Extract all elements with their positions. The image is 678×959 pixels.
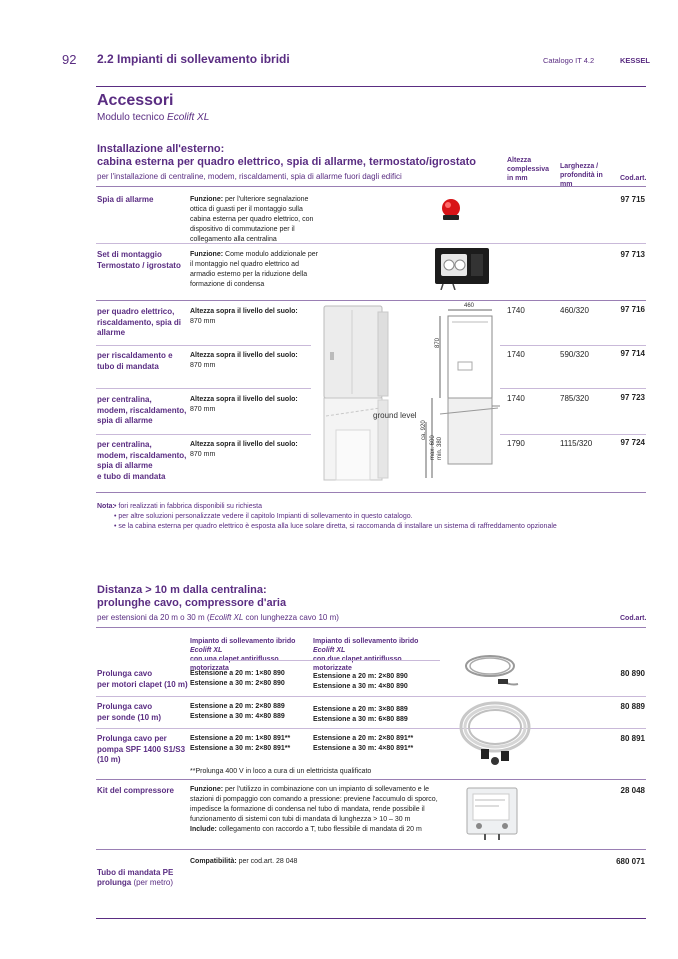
cable-ext-30: Estensione a 30 m: 4×80 890 bbox=[313, 683, 408, 690]
cabinet-width: 460/320 bbox=[560, 306, 589, 315]
section1-heading-line1: Installazione all'esterno: bbox=[97, 143, 225, 155]
row-code-set: 97 713 bbox=[620, 250, 645, 259]
row-desc-bold: Funzione: bbox=[190, 196, 224, 203]
cabinet-code: 97 714 bbox=[620, 349, 645, 358]
cabinet-height: 1740 bbox=[507, 350, 525, 359]
note-item: • per altre soluzioni personalizzate vedere il capitolo Impianti di sollevamento in questo catalogo. bbox=[114, 513, 413, 520]
cabinet-width: 785/320 bbox=[560, 394, 589, 403]
cabinet-code: 97 724 bbox=[620, 438, 645, 447]
cable-coil-image bbox=[460, 640, 530, 695]
cabinet-desc-text: 870 mm bbox=[190, 451, 216, 458]
row-divider bbox=[500, 434, 646, 435]
section2-subheading-italic: Ecolift XL bbox=[209, 613, 244, 622]
compressor-desc-text: per l'utilizzo in combinazione con un impianto di sollevamento e le stazioni di pompaggio con comando a pressione: previene l'accumulo di sporco, impedisce la formazione di condensa nel tubo di mandata, rende possibile il funzionamento di sistemi con tubi di mandata di lunghezza > 10 – 30 m bbox=[190, 786, 438, 823]
compressor-include-text: collegamento con raccordo a T, tubo flessibile di mandata di 20 m bbox=[216, 826, 422, 833]
section2-heading-line2: prolunghe cavo, compressore d'aria bbox=[97, 597, 287, 609]
cable-ext-20: Estensione a 20 m: 2×80 889 bbox=[190, 703, 285, 710]
cable-ext-30: Estensione a 30 m: 4×80 889 bbox=[190, 713, 285, 720]
row-divider bbox=[96, 300, 646, 301]
row-desc-text: per l'ulteriore segnalazione ottica di guasti per il montaggio sulla cabina esterna per quadro elettrico, con dispositivo di commutazione per il collegamento alla centralina bbox=[190, 196, 314, 243]
section1-heading-line2: cabina esterna per quadro elettrico, spia di allarme, termostato/igrostato bbox=[97, 156, 476, 168]
section2-heading bbox=[97, 584, 286, 610]
tube-desc-bold: Compatibilità: bbox=[190, 858, 237, 865]
cable-code: 80 889 bbox=[620, 702, 645, 711]
note-item: • se la cabina esterna per quadro elettrico è esposta alla luce solare diretta, si raccomanda di installare un sistema di raffreddamento opzionale bbox=[114, 523, 557, 530]
note-item: • fori realizzati in fabbrica disponibili su richiesta bbox=[114, 503, 262, 510]
cable-code: 80 891 bbox=[620, 734, 645, 743]
compressor-desc-bold: Funzione: bbox=[190, 786, 224, 793]
cable-ext-20: Estensione a 20 m: 1×80 891** bbox=[190, 735, 291, 742]
cabinet-illustration bbox=[316, 304, 396, 489]
section2-subheading-text: con lunghezza cavo 10 m) bbox=[243, 613, 339, 622]
dim-max600-label: max. 600 bbox=[430, 435, 436, 460]
row-divider bbox=[96, 728, 646, 729]
notes-list bbox=[114, 502, 644, 532]
dim-ca920-label: ca. 920 bbox=[421, 420, 427, 440]
catalog-label: Catalogo IT 4.2 bbox=[543, 56, 595, 65]
cable-ext-20: Estensione a 20 m: 2×80 891** bbox=[313, 735, 414, 742]
cable-ext-two-clapet bbox=[313, 734, 413, 754]
ground-level-label: ground level bbox=[373, 411, 417, 420]
dim-460-label: 460 bbox=[464, 303, 475, 309]
cable-ext-two-clapet bbox=[313, 705, 408, 725]
compressor-include-bold: Include: bbox=[190, 826, 217, 833]
section2-heading-line1: Distanza > 10 m dalla centralina: bbox=[97, 584, 267, 596]
dim-870-label: 870 bbox=[435, 337, 441, 348]
row-label-spia: Spia di allarme bbox=[97, 195, 154, 204]
compressor-label: Kit del compressore bbox=[97, 786, 174, 795]
thermostat-set-icon bbox=[433, 246, 491, 295]
section1-bottom-rule bbox=[96, 492, 646, 493]
cabinet-desc-text: 870 mm bbox=[190, 362, 216, 369]
col-height-header: Altezza complessiva in mm bbox=[507, 157, 550, 182]
cabinet-desc bbox=[190, 307, 310, 327]
compressor-desc bbox=[190, 785, 442, 835]
cable-code: 80 890 bbox=[620, 669, 645, 678]
cable-coil-large-image bbox=[455, 695, 535, 772]
page-number: 92 bbox=[62, 52, 77, 67]
cable-ext-one-clapet bbox=[190, 702, 285, 722]
row-desc-set bbox=[190, 250, 320, 290]
cabinet-label: per quadro elettrico, riscaldamento, spia di allarme bbox=[97, 307, 182, 337]
brand-label: KESSEL bbox=[620, 56, 651, 65]
cable-label: Prolunga cavo per motori clapet (10 m) bbox=[97, 669, 188, 689]
cable-ext-30: Estensione a 30 m: 6×80 889 bbox=[313, 716, 408, 723]
col-header-text: Impianto di sollevamento ibrido bbox=[313, 638, 419, 645]
cabinet-desc-bold: Altezza sopra il livello del suolo: bbox=[190, 441, 298, 448]
col-two-clapet-header bbox=[313, 637, 438, 673]
section2-subheading-text: per estensioni da 20 m o 30 m ( bbox=[97, 613, 210, 622]
col-code-header: Cod.art. bbox=[620, 615, 647, 622]
cabinet-width: 1115/320 bbox=[560, 439, 593, 448]
row-divider bbox=[96, 345, 311, 346]
cabinet-height: 1740 bbox=[507, 394, 525, 403]
col-width-header: Larghezza / profondità in mm bbox=[560, 163, 603, 188]
alarm-light-icon bbox=[438, 196, 464, 227]
row-code-spia: 97 715 bbox=[620, 195, 645, 204]
cable-ext-two-clapet bbox=[313, 672, 408, 692]
col-header-text: con due clapet antiriflusso motorizzate bbox=[313, 656, 402, 672]
tube-label-text: Tubo di mandata PE prolunga bbox=[97, 867, 174, 887]
cabinet-height: 1740 bbox=[507, 306, 525, 315]
row-desc-bold: Funzione: bbox=[190, 251, 224, 258]
tube-label-suffix: (per metro) bbox=[131, 878, 174, 887]
cabinet-code: 97 716 bbox=[620, 305, 645, 314]
row-divider bbox=[96, 696, 646, 697]
cabinet-desc-bold: Altezza sopra il livello del suolo: bbox=[190, 308, 298, 315]
header-rule bbox=[96, 86, 646, 87]
row-divider bbox=[96, 434, 311, 435]
cable-ext-20: Estensione a 20 m: 2×80 890 bbox=[313, 673, 408, 680]
col-code-header: Cod.art. bbox=[620, 175, 647, 182]
cable-ext-20: Estensione a 20 m: 3×80 889 bbox=[313, 706, 408, 713]
cable-ext-20: Estensione a 20 m: 1×80 890 bbox=[190, 670, 285, 677]
cabinet-width: 590/320 bbox=[560, 350, 589, 359]
row-divider bbox=[96, 243, 646, 244]
cable-ext-one-clapet bbox=[190, 669, 285, 689]
section1-subheading: per l'installazione di centraline, modem, riscaldamenti, spia di allarme fuori dagli edifici bbox=[97, 172, 402, 181]
row-divider bbox=[96, 779, 646, 780]
col-header-italic: Ecolift XL bbox=[190, 647, 223, 654]
col-header-text: Impianto di sollevamento ibrido bbox=[190, 638, 296, 645]
cabinet-desc bbox=[190, 395, 310, 415]
section2-header-rule bbox=[96, 627, 646, 628]
cabinet-desc-bold: Altezza sopra il livello del suolo: bbox=[190, 352, 298, 359]
cable-footnote: **Prolunga 400 V in loco a cura di un elettricista qualificato bbox=[190, 768, 372, 775]
cabinet-desc-text: 870 mm bbox=[190, 406, 216, 413]
tube-desc bbox=[190, 857, 297, 867]
cable-ext-30: Estensione a 30 m: 4×80 891** bbox=[313, 745, 414, 752]
cable-label: Prolunga cavo per pompa SPF 1400 S1/S3 (10 m) bbox=[97, 734, 186, 764]
section2-subheading bbox=[97, 613, 339, 622]
tube-desc-text: per cod.art. 28 048 bbox=[236, 858, 298, 865]
cable-label: Prolunga cavo per sonde (10 m) bbox=[97, 702, 162, 722]
cabinet-code: 97 723 bbox=[620, 393, 645, 402]
subtitle-text: Modulo tecnico bbox=[97, 112, 168, 123]
cabinet-desc-bold: Altezza sopra il livello del suolo: bbox=[190, 396, 298, 403]
row-divider bbox=[96, 849, 646, 850]
row-divider bbox=[500, 388, 646, 389]
row-desc-text: Come modulo addizionale per il montaggio nel quadro elettrico ad armadio esterno per la riduzione della formazione di condensa bbox=[190, 251, 319, 288]
dim-min380-label: min. 380 bbox=[437, 436, 443, 460]
col-header-italic: Ecolift XL bbox=[313, 647, 346, 654]
compressor-box-image bbox=[465, 786, 519, 845]
tube-code: 680 071 bbox=[616, 857, 645, 866]
cable-ext-30: Estensione a 30 m: 2×80 890 bbox=[190, 680, 285, 687]
section1-header-rule bbox=[96, 186, 646, 187]
col-one-clapet-header bbox=[190, 637, 315, 673]
row-label-set: Set di montaggio Termostato / igrostato bbox=[97, 250, 181, 270]
cabinet-desc-text: 870 mm bbox=[190, 318, 216, 325]
cabinet-desc bbox=[190, 351, 310, 371]
cable-ext-30: Estensione a 30 m: 2×80 891** bbox=[190, 745, 291, 752]
row-divider bbox=[500, 345, 646, 346]
cabinet-height: 1790 bbox=[507, 439, 525, 448]
notes-label: Nota: bbox=[97, 503, 115, 510]
row-divider bbox=[96, 388, 311, 389]
row-divider bbox=[190, 660, 440, 661]
tube-label bbox=[97, 857, 173, 889]
page-subtitle bbox=[97, 112, 209, 123]
cabinet-desc bbox=[190, 440, 310, 460]
cabinet-label: per riscaldamento e tubo di mandata bbox=[97, 351, 173, 371]
cabinet-label: per centralina, modem, riscaldamento, spia di allarme bbox=[97, 395, 187, 425]
col-header-text: con una clapet antiriflusso motorizzata bbox=[190, 656, 279, 672]
row-desc-spia bbox=[190, 195, 320, 245]
cable-ext-one-clapet bbox=[190, 734, 290, 754]
section-title: 2.2 Impianti di sollevamento ibridi bbox=[97, 52, 290, 66]
compressor-code: 28 048 bbox=[620, 786, 645, 795]
footer-rule bbox=[96, 918, 646, 919]
cabinet-label: per centralina, modem, riscaldamento, spia di allarme e tubo di mandata bbox=[97, 440, 187, 481]
subtitle-italic: Ecolift XL bbox=[167, 112, 210, 123]
section1-heading bbox=[97, 143, 476, 169]
page-title: Accessori bbox=[97, 92, 174, 109]
